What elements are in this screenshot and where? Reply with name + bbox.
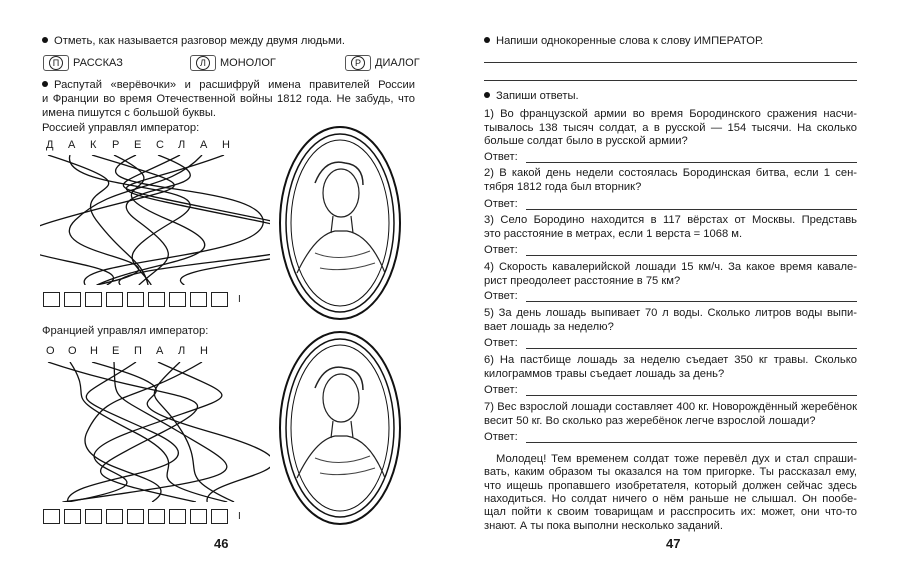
question-6-line: 6) На пастбище лошадь за неделю съедает 350 кг травы. Сколько — [484, 354, 857, 366]
task1-instruction — [42, 35, 345, 47]
answer-row-7 — [484, 431, 857, 443]
option-checkbox[interactable] — [345, 55, 371, 71]
answer-letter-box[interactable] — [85, 509, 102, 524]
portrait-russian-emperor — [275, 123, 405, 323]
bullet-icon — [42, 81, 48, 87]
rope-puzzle-france — [40, 362, 270, 502]
letter: О — [46, 345, 55, 357]
rope-line — [119, 155, 270, 285]
task2-text: Распутай «верёвочки» и расшифруй имена правителей России — [54, 79, 415, 91]
task2-line: имена пишутся с большой буквы. — [42, 107, 217, 119]
russia-letters — [46, 139, 244, 151]
box-end-mark: I — [238, 294, 241, 305]
option-checkbox[interactable] — [190, 55, 216, 71]
answer-letter-box[interactable] — [127, 292, 144, 307]
letter: Р — [112, 139, 120, 151]
task2-line — [42, 79, 415, 92]
rope-line — [123, 155, 270, 285]
story-line: что ищешь пропавшего изобретателя, который должен сейчас здесь — [484, 479, 857, 492]
question-7-line: 7) Вес взрослой лошади составляет 400 кг. Новорождённый жеребёнок — [484, 401, 857, 413]
rope-line — [48, 362, 198, 502]
answer-row-1 — [484, 151, 857, 163]
option-checkbox[interactable] — [43, 55, 69, 71]
cognates-answer-line[interactable] — [484, 62, 857, 63]
answer-input-line[interactable] — [526, 293, 857, 302]
story-line: щал пойти к своим товарищам и расспросить их: может, они что-то — [484, 506, 857, 519]
letter: Д — [46, 139, 54, 151]
letter: Н — [90, 345, 98, 357]
task2-line: и Франции во время Отечественной войны 1812 года. Не забудь, что — [42, 93, 415, 105]
answer-label: Ответ: — [484, 244, 518, 256]
question-3-line: 3) Село Бородино находится в 117 вёрстах от Москвы. Представь — [484, 214, 857, 226]
answer-letter-box[interactable] — [64, 509, 81, 524]
rope-line — [84, 155, 263, 285]
letter: Л — [178, 345, 186, 357]
box-end-mark: I — [238, 511, 241, 522]
option-label: ДИАЛОГ — [375, 57, 420, 69]
option-label: МОНОЛОГ — [220, 57, 276, 69]
story-line: находиться. Но солдат ничего о нём раньше не слышал. Он пообе- — [484, 492, 857, 505]
answer-input-line[interactable] — [526, 201, 857, 210]
russia-answer-boxes — [43, 292, 241, 307]
letter: Л — [178, 139, 186, 151]
option-1[interactable] — [190, 55, 276, 71]
letter: О — [68, 345, 77, 357]
answer-label: Ответ: — [484, 151, 518, 163]
answer-letter-box[interactable] — [43, 509, 60, 524]
option-letter: П — [49, 56, 63, 70]
answer-label: Ответ: — [484, 337, 518, 349]
answer-letter-box[interactable] — [148, 509, 165, 524]
task-cognates — [484, 35, 763, 47]
letter: А — [68, 139, 76, 151]
answer-label: Ответ: — [484, 290, 518, 302]
rope-line — [40, 155, 174, 285]
story-line: Молодец! Тем временем солдат тоже перевёл дух и стал спраши- — [496, 453, 857, 465]
answer-letter-box[interactable] — [106, 509, 123, 524]
question-1-line: больше солдат было в русской армии? — [484, 135, 688, 147]
bullet-icon — [484, 37, 490, 43]
france-label: Францией управлял император: — [42, 325, 209, 337]
bullet-icon — [484, 92, 490, 98]
question-5-line: вает лошадь за неделю? — [484, 320, 614, 333]
question-3-line: это расстояние в метрах, если 1 верста = 1068 м. — [484, 227, 743, 240]
answer-input-line[interactable] — [526, 387, 857, 396]
question-2-line: 2) В какой день недели состоялась Бородинская битва, если 1 сен- — [484, 167, 857, 179]
rope-line — [92, 362, 270, 502]
question-4-line: рист преодолеет расстояние в 75 км? — [484, 274, 681, 287]
option-2[interactable] — [345, 55, 420, 71]
page-number-left: 46 — [214, 536, 229, 551]
answer-row-5 — [484, 337, 857, 349]
story-line: вать, каким образом ты оказался на том пригорке. Ты рассказал ему, — [484, 466, 857, 479]
rope-puzzle-russia — [40, 155, 270, 285]
answer-letter-box[interactable] — [190, 292, 207, 307]
question-6-line: килограммов травы съедает лошадь за день? — [484, 367, 725, 380]
answer-letter-box[interactable] — [85, 292, 102, 307]
story-line: знают. А ты пока выполни несколько заданий. — [484, 519, 724, 532]
portrait-french-emperor — [275, 328, 405, 528]
answer-row-6 — [484, 384, 857, 396]
france-answer-boxes — [43, 509, 241, 524]
task1-text: Отметь, как называется разговор между двумя людьми. — [54, 35, 345, 47]
answer-row-2 — [484, 198, 857, 210]
letter: П — [134, 345, 142, 357]
answer-letter-box[interactable] — [211, 509, 228, 524]
option-label: РАССКАЗ — [73, 57, 123, 69]
letter: Н — [200, 345, 208, 357]
task-answers — [484, 90, 579, 102]
task-cognates-text: Напиши однокоренные слова к слову ИМПЕРАТОР. — [496, 35, 764, 47]
answer-input-line[interactable] — [526, 154, 857, 163]
rope-line — [48, 155, 148, 285]
answer-label: Ответ: — [484, 198, 518, 210]
answer-letter-box[interactable] — [211, 292, 228, 307]
answer-letter-box[interactable] — [64, 292, 81, 307]
option-0[interactable] — [43, 55, 123, 71]
page-number-right: 47 — [666, 536, 681, 551]
letter: А — [156, 345, 164, 357]
answer-input-line[interactable] — [526, 340, 857, 349]
answer-label: Ответ: — [484, 384, 518, 396]
option-letter: Л — [196, 56, 210, 70]
question-4-line: 4) Скорость кавалерийской лошади 15 км/ч. За какое время кавале- — [484, 261, 857, 273]
letter: Н — [222, 139, 230, 151]
bullet-icon — [42, 37, 48, 43]
task-answers-text: Запиши ответы. — [496, 90, 579, 102]
cognates-answer-line[interactable] — [484, 80, 857, 81]
letter: Е — [134, 139, 142, 151]
answer-input-line[interactable] — [526, 434, 857, 443]
letter: А — [200, 139, 208, 151]
answer-letter-box[interactable] — [148, 292, 165, 307]
question-5-line: 5) За день лошадь выпивает 70 л воды. Сколько литров воды выпи- — [484, 307, 857, 319]
letter: Е — [112, 345, 120, 357]
answer-row-3 — [484, 244, 857, 256]
answer-row-4 — [484, 290, 857, 302]
question-1-line: тывалось 138 тысяч солдат, а в русской — 154 тысячи. На сколько — [484, 121, 857, 134]
answer-letter-box[interactable] — [43, 292, 60, 307]
option-letter: Р — [351, 56, 365, 70]
france-letters — [46, 345, 222, 357]
answer-input-line[interactable] — [526, 247, 857, 256]
answer-letter-box[interactable] — [169, 292, 186, 307]
russia-label: Россией управлял император: — [42, 122, 200, 134]
letter: С — [156, 139, 164, 151]
answer-letter-box[interactable] — [127, 509, 144, 524]
question-1-line: 1) Во французской армии во время Бородинского сражения насчи- — [484, 108, 857, 120]
question-2-line: тября 1812 года был вторник? — [484, 180, 642, 193]
answer-letter-box[interactable] — [190, 509, 207, 524]
letter: К — [90, 139, 97, 151]
answer-letter-box[interactable] — [106, 292, 123, 307]
answer-letter-box[interactable] — [169, 509, 186, 524]
question-7-line: весит 50 кг. Во сколько раз жеребёнок легче взрослой лошади? — [484, 414, 816, 427]
answer-label: Ответ: — [484, 431, 518, 443]
